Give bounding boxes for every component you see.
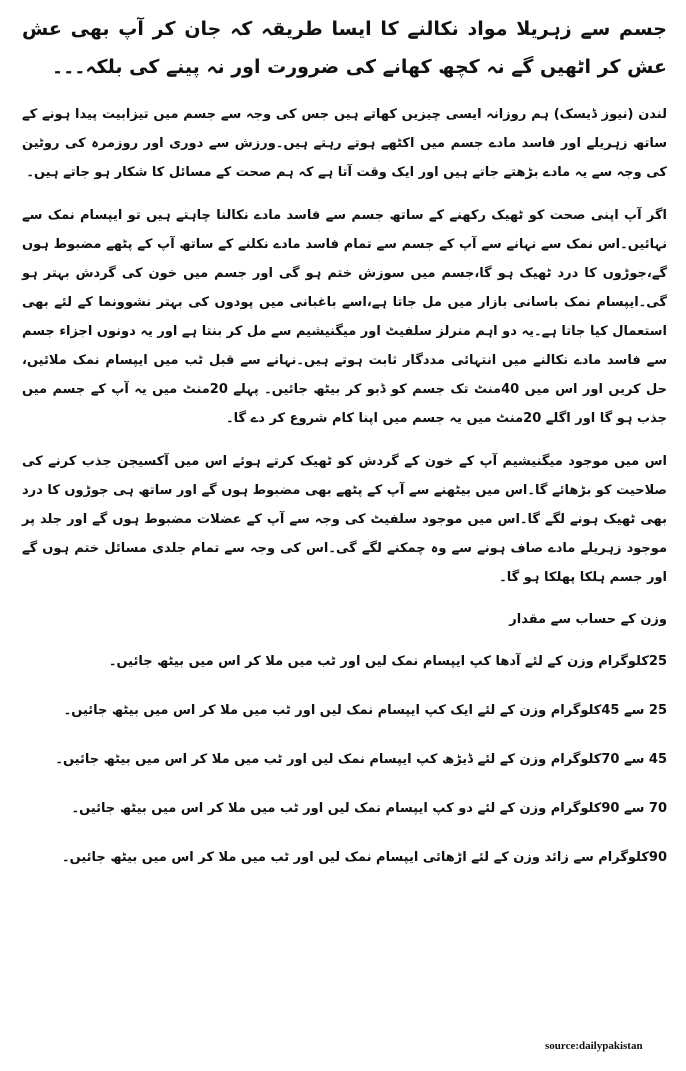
paragraph-intro: لندن (نیوز ڈیسک) ہم روزانہ ایسی چیزیں کھاتے ہیں جس کی وجہ سے جسم میں تیزابیت پیدا ہونے کے ساتھ زہریلے اور فاسد مادے جسم میں اکٹھے ہوتے رہتے ہیں۔ورزش سے دوری اور روزمرہ کی روٹین کی وجہ سے یہ مادے بڑھتے جاتے ہیں اور ایک وقت آتا ہے کہ ہم صحت کے مسائل کا شکار ہو جاتے ہیں۔: [22, 107, 667, 180]
dose-line: 45 سے 70کلوگرام وزن کے لئے ڈیڑھ کپ ایپسام نمک لیں اور ٹب میں ملا کر اس میں بیٹھ جائیں۔: [55, 752, 667, 767]
dose-line: 25کلوگرام وزن کے لئے آدھا کپ ایپسام نمک لیں اور ٹب میں ملا کر اس میں بیٹھ جائیں۔: [108, 654, 667, 669]
dosage-subheading: وزن کے حساب سے مقدار: [509, 612, 667, 627]
dose-line: 90کلوگرام سے زائد وزن کے لئے اڑھائی ایپسام نمک لیں اور ٹب میں ملا کر اس میں بیٹھ جائیں۔: [62, 850, 667, 865]
source-credit: source:dailypakistan: [545, 1040, 643, 1052]
paragraph-epsom-salt: اگر آپ اپنی صحت کو ٹھیک رکھنے کے ساتھ جسم سے فاسد مادے نکالنا چاہتے ہیں تو ایپسام نمک سے نہائیں۔اس نمک سے نہانے سے آپ کے جسم سے تمام فاسد مادے نکلنے کے ساتھ آپ کے پٹھے مضبوط ہوں گے،جوڑوں کا درد ٹھیک ہو گا،جسم میں سوزش ختم ہو گی اور جسم میں خون کی گردش بہتر ہو گی۔ایپسام نمک باسانی بازار میں مل جاتا ہے،اسے باغبانی میں پودوں کی بہتر نشوونما کے لئے بھی استعمال کیا جاتا ہے۔یہ دو اہم منرلز سلفیٹ اور میگنیشیم سے مل کر بنتا ہے اور یہ دونوں اجزاء جسم سے فاسد مادے نکالنے میں انتہائی مددگار ثابت ہوتے ہیں۔نہانے سے قبل ٹب میں ایپسام نمک ملائیں، حل کریں اور اس میں 40منٹ تک جسم کو ڈبو کر بیٹھ جائیں۔ پہلے 20منٹ میں یہ آپ کے جسم میں جذب ہو گا اور اگلے 20منٹ میں یہ جسم میں اپنا کام شروع کر دے گا۔: [22, 208, 668, 426]
article-headline: جسم سے زہریلا مواد نکالنے کا ایسا طریقہ کہ جان کر آپ بھی عش عش کر اٹھیں گے نہ کچھ کھانے کی ضرورت اور نہ پینے کی بلکہ۔۔۔: [22, 18, 667, 78]
dose-line: 70 سے 90کلوگرام وزن کے لئے دو کپ ایپسام نمک لیں اور ٹب میں ملا کر اس میں بیٹھ جائیں۔: [71, 801, 667, 816]
paragraph-benefits: اس میں موجود میگنیشیم آپ کے خون کے گردش کو ٹھیک کرتے ہوئے اس میں آکسیجن جذب کرنے کی صلاحیت کو بڑھائے گا۔اس میں بیٹھنے سے آپ کے پٹھے بھی مضبوط ہوں گے اور ساتھ ہی جوڑوں کا درد بھی ٹھیک ہونے لگے گا۔اس میں موجود سلفیٹ کی وجہ سے آپ کے عضلات مضبوط ہوں گے اور جلد پر موجود زہریلے مادے صاف ہونے سے وہ چمکنے لگے گی۔اس کی وجہ سے تمام جلدی مسائل ختم ہوں گے اور جسم ہلکا پھلکا ہو گا۔: [22, 454, 667, 585]
article-body: [22, 10, 667, 893]
dose-line: 25 سے 45کلوگرام وزن کے لئے ایک کپ ایپسام نمک لیں اور ٹب میں ملا کر اس میں بیٹھ جائیں۔: [63, 703, 667, 718]
